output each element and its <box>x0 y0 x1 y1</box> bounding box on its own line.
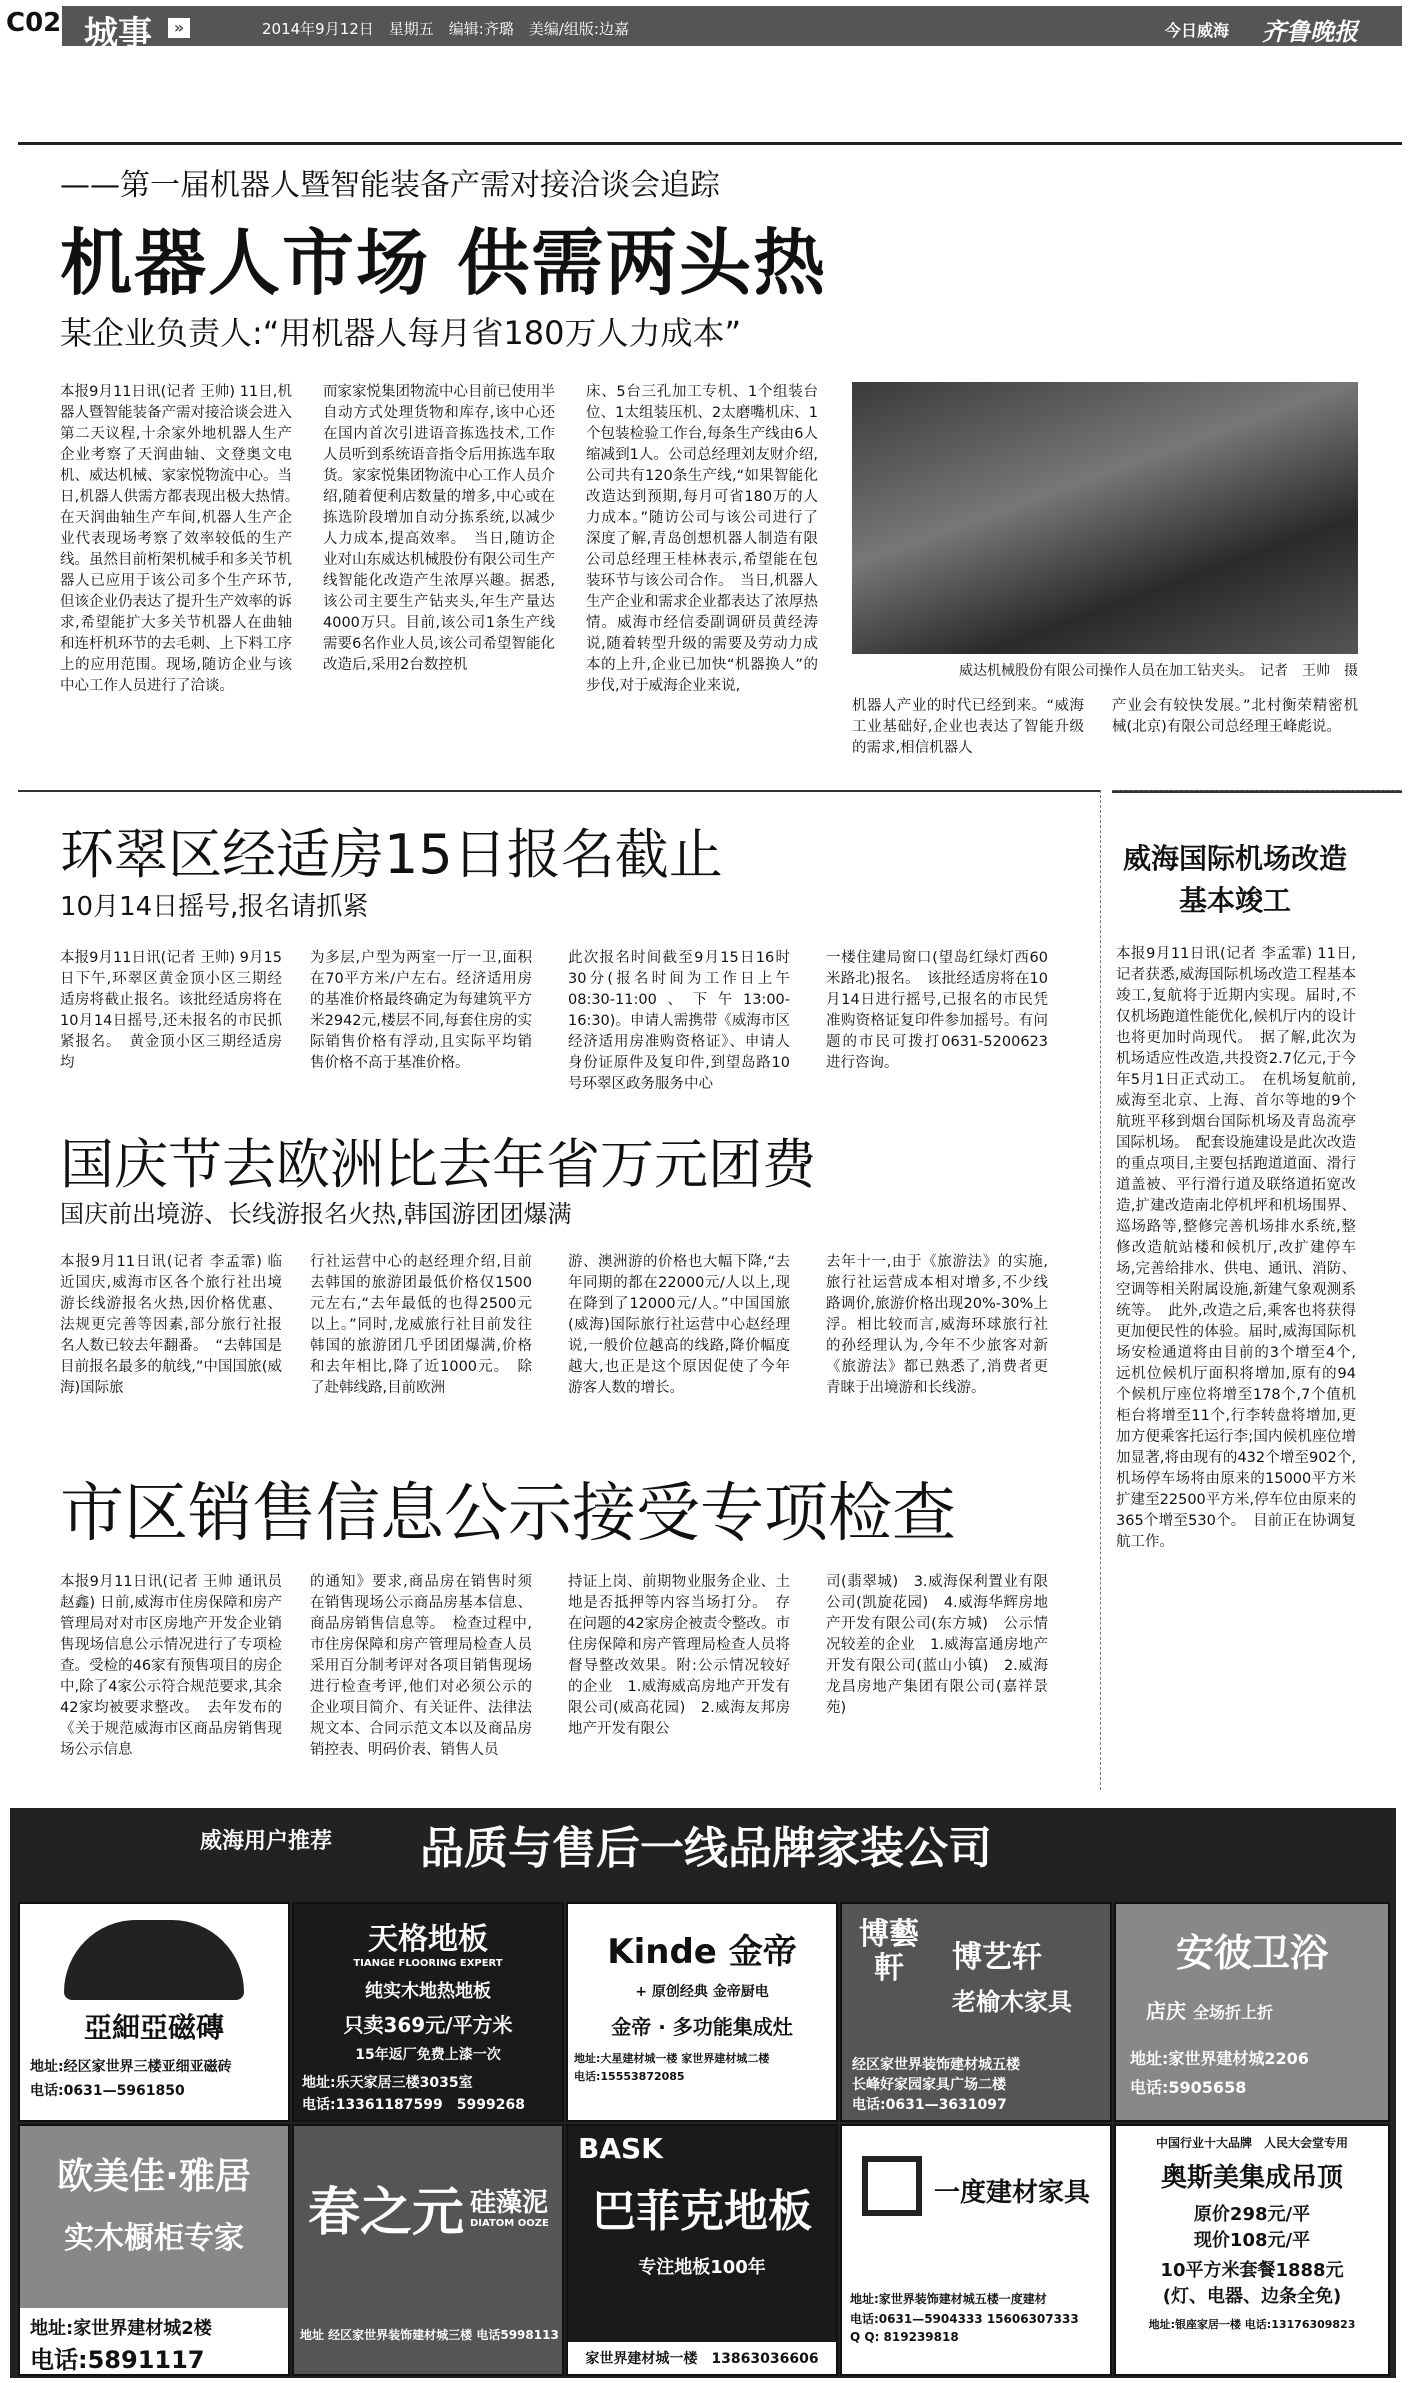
bask-name: 巴菲克地板 <box>592 2186 812 2237</box>
lead-column-1: 本报9月11日讯(记者 王帅) 11日,机器人暨智能装备产需对接洽谈会进入第二天议程,十余家外地机器人生产企业考察了天润曲轴、文登奥文电机、威达机械、家家悦物流中心。当日,机器人供需方都表现出极大热情。 在天润曲轴生产车间,机器人生产企业代表现场考察了效率较低的生产线。虽然目前桁架机械手和多关节机器人已应用于该公司多个生产环节,但该企业仍表达了提升生产效率的诉求,希望能扩大多关节机器人在曲轴和连杆机环节的去毛刺、上下料工序上的应用范围。现场,随访企业与该中心工作人员进行了洽谈。 <box>60 384 307 694</box>
boyixuan-name: 博艺轩 <box>952 1940 1042 1975</box>
top-rule <box>18 142 1402 145</box>
edition-name: 今日威海 <box>1165 21 1230 40</box>
story3-column-2: 行社运营中心的赵经理介绍,目前去韩国的旅游团最低价格仅1500元左右,“去年最低的也得2500元以上。”同时,龙威旅行社目前发往韩国的旅游团几乎团团爆满,价格和去年相比,降了近1000元。 除了赴韩线路,目前欧洲 <box>310 1254 532 1396</box>
story3-column-4: 去年十一,由于《旅游法》的实施,旅行社运营成本相对增多,不少线路调价,旅游价格出现20%-30%上浮。相比较而言,威海环球旅行社的孙经理认为,今年不少旅客对新《旅游法》都已熟悉了,消费者更青睐于出境游和长线游。 <box>826 1254 1048 1396</box>
anbi-phone: 电话:5905658 <box>1130 2078 1247 2097</box>
ad-aosimei[interactable] <box>1114 2124 1390 2376</box>
section-name: 城事 <box>84 14 152 54</box>
ad-anbi[interactable] <box>1114 1902 1390 2122</box>
photo-caption: 威达机械股份有限公司操作人员在加工钻夹头。 记者 王帅 摄 <box>959 663 1358 679</box>
ad-banner-small: 威海用户推荐 <box>200 1829 333 1854</box>
boyixuan-address: 经区家世界装饰建材城五楼 <box>852 2057 1020 2073</box>
oumeijia-address: 地址:家世界建材城2楼 <box>30 2318 212 2339</box>
boyixuan-line1: 老榆木家具 <box>952 1987 1072 2016</box>
ad-bask[interactable] <box>566 2124 838 2376</box>
kinde-slogan: + 原创经典 金帝厨电 <box>635 1984 769 2000</box>
story2-column-4: 一楼住建局窗口(望岛红绿灯西60米路北)报名。 该批经适房将在10月14日进行摇号,已报名的市民凭准购资格证复印件参加摇号。有问题的市民可拨打0631-5200623进行咨询。 <box>826 950 1048 1071</box>
lead-column-2: 而家家悦集团物流中心目前已使用半自动方式处理货物和库存,该中心还在国内首次引进语音拣选技术,工作人员听到系统语音指令后用拣选车取货。家家悦集团物流中心工作人员介绍,随着便利店数量的增多,中心或在拣选阶段增加自动分拣系统,以减少人力成本,提高效率。 当日,随访企业对山东威达机械股份有限公司生产线智能化改造产生浓厚兴趣。据悉,该公司主要生产钻夹头,年生产量达4000万只。目前,该公司1条生产线需要6名作业人员,该公司希望智能化改造后,采用2台数控机 <box>323 384 555 673</box>
lead-column-4: 机器人产业的时代已经到来。“威海工业基础好,企业也表达了智能升级的需求,相信机器人 <box>852 698 1084 756</box>
divider <box>1112 790 1402 793</box>
chunzhiyuan-name: 春之元 <box>308 2182 465 2243</box>
tiange-line2: 15年返厂免费上漆一次 <box>355 2047 501 2063</box>
lead-column-5: 产业会有较快发展。”北村衡荣精密机械(北京)有限公司总经理王峰彪说。 <box>1112 698 1358 735</box>
ad-banner-headline: 品质与售后一线品牌家装公司 <box>420 1823 992 1874</box>
anbi-name: 安彼卫浴 <box>1175 1931 1328 1975</box>
bask-address: 家世界建材城一楼 13863036606 <box>568 2342 836 2374</box>
ad-tiange[interactable] <box>292 1902 564 2122</box>
oumeijia-line1: 实木橱柜专家 <box>64 2221 244 2256</box>
ad-oumeijia[interactable] <box>18 2124 290 2376</box>
aosimei-name: 奥斯美集成吊顶 <box>1160 2163 1343 2193</box>
yaxiya-logo: 亞細亞磁磚 <box>83 2011 224 2044</box>
tiange-line1: 纯实木地热地板 <box>365 1981 491 2002</box>
yidu-address: 地址:家世界装饰建材城五楼一度建材 <box>850 2292 1047 2306</box>
tiange-phone: 电话:13361187599 5999268 <box>302 2097 525 2113</box>
oumeijia-name: 欧美佳·雅居 <box>57 2156 251 2197</box>
ad-kinde[interactable] <box>566 1902 838 2122</box>
issue-meta: 2014年9月12日 星期五 编辑:齐璐 美编/组版:边嘉 <box>262 20 629 38</box>
story4-column-3: 持证上岗、前期物业服务企业、土地是否抵押等内容当场打分。 存在问题的42家房企被责令整改。市住房保障和房产管理局检查人员将督导整改效果。附:公示情况较好的企业 1.威海威高房地产开发有限公司(威高花园) 2.威海友邦房地产开发有限公 <box>568 1574 790 1737</box>
anbi-promo <box>1146 1995 1388 2024</box>
tiange-price: 只卖369元/平方米 <box>343 2013 513 2037</box>
ad-chunzhiyuan[interactable] <box>292 2124 564 2376</box>
newspaper-logo: 齐鲁晚报 <box>1262 17 1358 46</box>
tiange-name: 天格地板 <box>368 1922 488 1957</box>
aosimei-line2: 现价108元/平 <box>1193 2230 1311 2251</box>
story3-subhead: 国庆前出境游、长线游报名火热,韩国游团团爆满 <box>60 1200 572 1228</box>
yaxiya-address: 地址:经区家世界三楼亚细亚磁砖 <box>30 2059 232 2075</box>
lead-subhead: 某企业负责人:“用机器人每月省180万人力成本” <box>60 314 742 352</box>
kinde-phone: 电话:15553872085 <box>574 2070 685 2083</box>
lead-column-3: 床、5台三孔加工专机、1个组装台位、1太组装压机、2太磨嘴机床、1个包装检验工作台,每条生产线由6人缩减到1人。公司总经理刘友财介绍,公司共有120条生产线,“如果智能化改造达到预期,每月可省180万的人力成本。”随访公司与该公司进行了深度了解,青岛创想机器人制造有限公司总经理王桂林表示,希望能在包装环节与该公司合作。 当日,机器人生产企业和需求企业都表达了浓厚热情。威海市经信委副调研员黄经涛说,随着转型升级的需要及劳动力成本的上升,企业已加快“机器换人”的步伐,对于威海企业来说, <box>586 384 818 694</box>
ad-yidu[interactable] <box>840 2124 1112 2376</box>
story4-column-2: 的通知》要求,商品房在销售时须在销售现场公示商品房基本信息、商品房销售信息等。 检查过程中,市住房保障和房产管理局检查人员采用百分制考评对各项目销售现场进行检查考评,他们对必须公示的企业项目简介、有关证件、法律法规文本、合同示范文本以及商品房销控表、明码价表、销售人员 <box>310 1574 532 1758</box>
anbi-line2: 全场折上折 <box>1192 2003 1273 2022</box>
bask-slogan: 专注地板100年 <box>638 2257 766 2278</box>
aosimei-address: 地址:银座家居一楼 电话:13176309823 <box>1148 2318 1356 2331</box>
story2-subhead: 10月14日摇号,报名请抓紧 <box>60 892 369 922</box>
story3-column-3: 游、澳洲游的价格也大幅下降,“去年同期的都在22000元/人以上,现在降到了12000元/人。”中国国旅(威海)国际旅行社运营中心赵经理说,一般价位越高的线路,降价幅度越大,也正是这个原因促使了今年游客人数的增长。 <box>568 1254 790 1396</box>
story4-headline: 市区销售信息公示接受专项检查 <box>60 1477 956 1551</box>
kinde-product: 金帝 · 多功能集成灶 <box>611 2015 793 2039</box>
ad-yaxiya[interactable] <box>18 1902 290 2122</box>
aosimei-line3: 10平方米套餐1888元 <box>1160 2260 1344 2281</box>
boyixuan-address-2: 长峰好家园家具广场二楼 <box>852 2077 1006 2093</box>
column-divider <box>1100 790 1102 1790</box>
chunzhiyuan-english: DIATOM OOZE <box>470 2218 549 2229</box>
boyixuan-phone: 电话:0631—3631097 <box>852 2097 1007 2113</box>
bask-logo: BASK <box>578 2132 663 2165</box>
lead-headline: 机器人市场 供需两头热 <box>60 221 828 305</box>
yidu-name: 一度建材家具 <box>934 2178 1091 2208</box>
page-number: C02 <box>6 8 62 38</box>
chevron-right-icon: » <box>168 18 190 38</box>
story4-column-1: 本报9月11日讯(记者 王帅 通讯员 赵鑫) 日前,威海市住房保障和房产管理局对对市区房地产开发企业销售现场信息公示情况进行了专项检查。受检的46家有预售项目的房企中,除了4家公示符合规范要求,其余42家均被要求整改。 去年发布的《关于规范威海市区商品房销售现场公示信息 <box>60 1574 282 1758</box>
lead-photo <box>852 382 1358 654</box>
story2-column-1: 本报9月11日讯(记者 王帅) 9月15日下午,环翠区黄金顶小区三期经适房将截止报名。该批经适房将在10月14日摇号,还未报名的市民抓紧报名。 黄金顶小区三期经适房均 <box>60 950 282 1071</box>
yidu-qq: Q Q: 819239818 <box>850 2330 959 2344</box>
oumeijia-phone: 电话:5891117 <box>30 2346 205 2374</box>
side-headline: 威海国际机场改造基本竣工 <box>1122 842 1347 917</box>
story3-column-1: 本报9月11日讯(记者 李孟霏) 临近国庆,威海市区各个旅行社出境游长线游报名火热,因价格优惠、法规更完善等因素,部分旅行社报名人数已较去年翻番。 “去韩国是目前报名最多的航线,”中国国旅(威海)国际旅 <box>60 1254 282 1396</box>
yaxiya-phone: 电话:0631—5961850 <box>30 2083 185 2099</box>
anbi-address: 地址:家世界建材城2206 <box>1130 2049 1309 2068</box>
aosimei-line4: (灯、电器、边条全免) <box>1162 2286 1342 2307</box>
kinde-logo: Kinde 金帝 <box>607 1932 797 1972</box>
story2-headline: 环翠区经适房15日报名截止 <box>60 823 723 886</box>
chunzhiyuan-address: 地址 经区家世界装饰建材城三楼 电话5998113 <box>300 2328 559 2342</box>
chunzhiyuan-line1: 硅藻泥 <box>470 2188 549 2218</box>
yaxiya-emblem-icon <box>64 1920 244 2000</box>
ad-boyixuan[interactable] <box>840 1902 1112 2122</box>
divider <box>18 790 1100 792</box>
story2-column-2: 为多层,户型为两室一厅一卫,面积在70平方米/户左右。经济适用房的基准价格最终确定为每建筑平方米2942元,楼层不同,每套住房的实际销售价格有浮动,且实际平均销售价格不高于基准价格。 <box>310 950 532 1071</box>
yidu-logo-icon <box>862 2156 922 2216</box>
tiange-address: 地址:乐天家居三楼3035室 <box>302 2075 473 2091</box>
story4-column-4: 司(翡翠城) 3.威海保利置业有限公司(凯旋花园) 4.威海华辉房地产开发有限公司(东方城) 公示情况较差的企业 1.威海富通房地产开发有限公司(蓝山小镇) 2.威海龙昌房地产集团有限公司(嘉祥景苑) <box>826 1574 1048 1716</box>
yidu-phone: 电话:0631—5904333 15606307333 <box>850 2312 1079 2326</box>
aosimei-top: 中国行业十大品牌 人民大会堂专用 <box>1155 2136 1348 2150</box>
kinde-address: 地址:大星建材城一楼 家世界建材城二楼 <box>574 2052 770 2065</box>
story2-column-3: 此次报名时间截至9月15日16时30分(报名时间为工作日上午08:30-11:00、下午13:00-16:30)。申请人需携带《威海市区经济适用房准购资格证》、申请人身份证原件及复印件,到望岛路10号环翠区政务服务中心 <box>568 950 790 1092</box>
aosimei-line1: 原价298元/平 <box>1193 2204 1311 2225</box>
oumeijia-contact <box>20 2308 288 2374</box>
anbi-line1: 店庆 <box>1146 1999 1186 2023</box>
boyixuan-seal: 博藝軒 <box>859 1917 919 1986</box>
story3-headline: 国庆节去欧洲比去年省万元团费 <box>60 1133 816 1196</box>
side-body: 本报9月11日讯(记者 李孟霏) 11日,记者获悉,威海国际机场改造工程基本竣工,复航将于近期内实现。届时,不仅机场跑道性能优化,候机厅内的设计也将更加时尚现代。 据了解,此次为机场适应性改造,共投资2.7亿元,于今年5月1日正式动工。 在机场复航前,威海至北京、上海、首尔等地的9个航班平移到烟台国际机场及青岛流亭国际机场。 配套设施建设是此次改造的重点项目,主要包括跑道道面、滑行道盖被、平行滑行道及联络道拓宽改造,扩建改造南北停机坪和机场围界、巡场路等,整修完善机场排水系统,整修改造航站楼和候机厅,改扩建停车场,完善给排水、供电、通讯、消防、空调等相关附属设施,新建气象观测系统等。 此外,改造之后,乘客也将获得更加便民性的体验。届时,威海国际机场安检通道将由目前的3个增至4个,远机位候机厅面积将增加,原有的94个候机厅座位将增至178个,7个值机柜台将增至11个,行李转盘将增加,更加方便乘客托运行李;国内候机座位增加显著,将由现有的432个增至902个,机场停车场将由原来的15000平方米扩建至22500平方米,停车位由原来的365个增至530个。 目前正在协调复航工作。 <box>1116 946 1356 1550</box>
tiange-english: TIANGE FLOORING EXPERT <box>353 1958 503 1969</box>
lead-kicker: ——第一届机器人暨智能装备产需对接洽谈会追踪 <box>60 168 720 203</box>
